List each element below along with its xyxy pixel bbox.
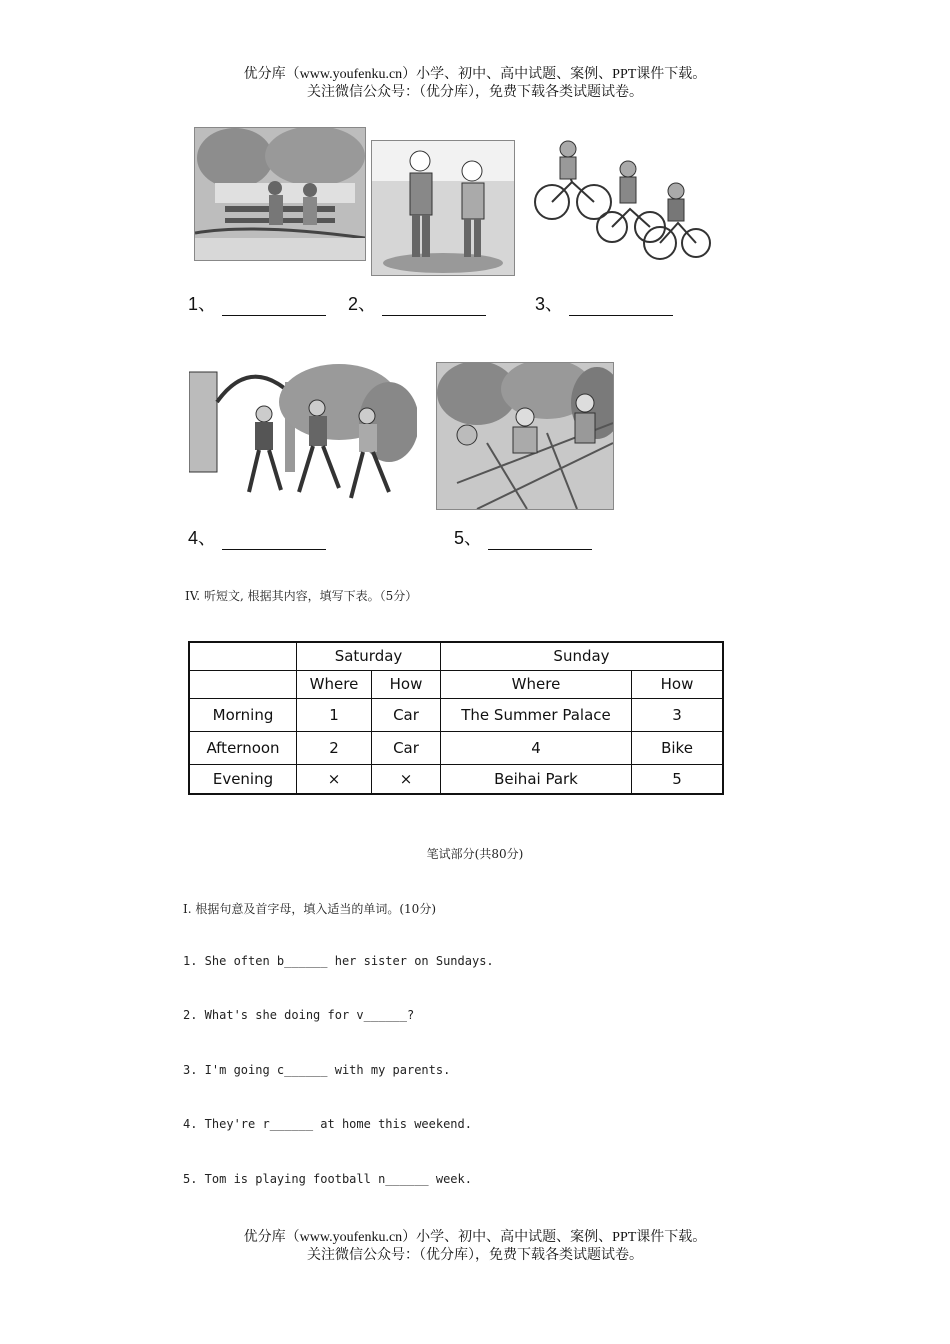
footer-line-1: 优分库（www.youfenku.cn）小学、初中、高中试题、案例、PPT课件下载。 [243,1230,707,1245]
blank-5 [454,524,592,550]
cell-sun-where: The Summer Palace [441,698,632,731]
schedule-table [188,641,724,795]
cell-sat-how: Car [372,731,441,764]
page-footer [0,1229,950,1265]
fill-item-2: 2. What's she doing for v______? [183,1008,415,1022]
picture-1 [194,127,366,261]
answer-line-1[interactable] [222,299,326,316]
cell-sun-how: 5 [632,764,724,794]
written-section-title: 笔试部分(共80分) [426,847,524,861]
blank-number-1: 1、 [188,294,217,314]
answer-line-2[interactable] [382,299,486,316]
answer-line-4[interactable] [222,533,326,550]
blank-4 [188,524,326,550]
picture-2 [371,140,515,276]
sunday-header: Sunday [441,642,724,670]
cell-sun-where: Beihai Park [441,764,632,794]
sat-how-header: How [372,670,441,698]
picture-5 [436,362,614,510]
listening-title: IV. 听短文, 根据其内容，填写下表。（5分） [185,589,418,603]
fill-item-1: 1. She often b______ her sister on Sundays. [183,954,494,968]
cell-sat-where: 2 [297,731,372,764]
sun-how-header: How [632,670,724,698]
blank-number-5: 5、 [454,528,483,548]
table-row [189,764,723,794]
blank-2 [348,290,486,316]
blank-number-4: 4、 [188,528,217,548]
cell-sat-where: 1 [297,698,372,731]
row-label: Afternoon [189,731,297,764]
row-label: Evening [189,764,297,794]
saturday-header: Saturday [297,642,441,670]
blank-1 [188,290,326,316]
cell-sat-how: × [372,764,441,794]
table-corner [189,642,297,670]
page-header [0,66,950,102]
fill-item-4: 4. They're r______ at home this weekend. [183,1117,472,1131]
blank-number-2: 2、 [348,294,377,314]
sun-where-header: Where [441,670,632,698]
sat-where-header: Where [297,670,372,698]
answer-line-5[interactable] [488,533,592,550]
fill-item-3: 3. I'm going c______ with my parents. [183,1063,451,1077]
table-subhead-empty [189,670,297,698]
cell-sun-how: Bike [632,731,724,764]
picture-4 [189,362,417,512]
table-row [189,698,723,731]
blank-number-3: 3、 [535,294,564,314]
picture-3 [532,137,712,265]
cell-sat-where: × [297,764,372,794]
header-line-1: 优分库（www.youfenku.cn）小学、初中、高中试题、案例、PPT课件下载。 [243,67,707,82]
header-line-2: 关注微信公众号：（优分库），免费下载各类试题试卷。 [307,85,643,100]
cell-sun-where: 4 [441,731,632,764]
section-1-instructions: I. 根据句意及首字母，填入适当的单词。(10分) [183,902,437,916]
fill-item-5: 5. Tom is playing football n______ week. [183,1172,472,1186]
answer-line-3[interactable] [569,299,673,316]
footer-line-2: 关注微信公众号：（优分库），免费下载各类试题试卷。 [307,1248,643,1263]
blank-3 [535,290,673,316]
cell-sat-how: Car [372,698,441,731]
cell-sun-how: 3 [632,698,724,731]
table-row [189,731,723,764]
row-label: Morning [189,698,297,731]
